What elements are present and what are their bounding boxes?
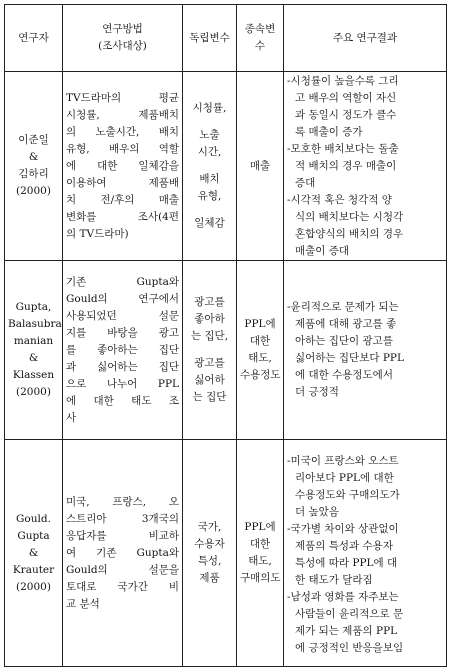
dependent-line: PPL에 [244, 318, 276, 330]
method-line: 에 대한 일체감을 [66, 159, 179, 172]
method-line: 지를 바탕을 광고 [66, 326, 179, 339]
independent-line: 싫어하 [194, 374, 225, 386]
result-line: -윤리적으로 문제가 되는 [287, 301, 399, 313]
result-line: 한 태도가 달라짐 [295, 573, 373, 586]
author-line: 김하리 [18, 168, 49, 180]
header-row [5, 5, 447, 72]
result-line: -시청률이 높을수록 그리 [287, 74, 399, 87]
dependent-line: PPL에 [244, 521, 276, 533]
header-dependent: 종속변수 [237, 5, 284, 72]
independent-line: 는 집단 [192, 391, 227, 403]
independent-line: 는 집단, [190, 330, 229, 342]
method-line: 에 대한 태도 조 [66, 394, 179, 407]
result-line: 더 긍정적 [295, 386, 339, 398]
results-cell [284, 440, 447, 667]
independent-line: 시청률, [192, 102, 227, 114]
independent-variable-cell [183, 72, 237, 261]
results-cell [284, 72, 447, 261]
method-line: Gould의 설문을 [66, 563, 179, 576]
result-line: 수용정도와 구매의도가 [295, 488, 400, 501]
dependent-line: 매출 [249, 159, 271, 172]
independent-line: 수용자 [194, 538, 225, 550]
result-line: -남성과 영화를 자주보는 [287, 590, 399, 603]
method-line: 으로 나누어 PPL [66, 377, 179, 390]
method-line: 의 노출시간, 배치 [66, 125, 179, 138]
method-cell [63, 261, 183, 440]
independent-line: 노출 [199, 129, 220, 141]
result-line: -미국이 프랑스와 오스트 [287, 454, 399, 467]
dependent-line: 구매의도 [240, 572, 281, 584]
method-line: Gould의 연구에서 [66, 292, 179, 305]
result-line: 혼합양식의 배치의 경우 [295, 227, 404, 240]
result-line: 식의 배치보다는 시청각 [295, 210, 404, 223]
result-line: 고 배우의 역할이 자신 [295, 91, 397, 104]
independent-line: 배치 [199, 173, 220, 185]
method-line: 사 [66, 411, 77, 424]
author-line: & [28, 546, 39, 559]
author-line: & [28, 151, 39, 163]
independent-line: 제품 [199, 572, 220, 584]
dependent-line: 태도, [248, 555, 272, 567]
method-line: TV드라마의 평균 [66, 91, 179, 104]
method-line: 여 기존 Gupta와 [66, 546, 179, 559]
result-line: 아하는 집단이 광고를 [295, 335, 393, 347]
result-line: -모호한 배치보다는 돌출 [287, 142, 399, 155]
result-line: 록 매출이 증가 [295, 125, 363, 138]
dependent-line: 대한 [249, 538, 271, 550]
author-line: Balasubra [8, 318, 62, 330]
result-line: -시각적 혹은 청각적 양 [287, 193, 392, 206]
result-line: -국가별 차이와 상관없이 [287, 522, 399, 535]
result-line: 매출이 증대 [295, 244, 350, 257]
method-line: 이용하여 제품배 [66, 176, 179, 189]
header-results: 주요 연구결과 [284, 5, 447, 72]
method-line: 토대로 국가간 비 [66, 580, 179, 593]
author-line: (2000) [16, 386, 51, 398]
method-line: 과 싫어하는 집단 [66, 360, 179, 373]
header-independent: 독립변수 [183, 5, 237, 72]
author-cell [5, 261, 63, 440]
result-line: 에 긍정적인 반응을보임 [295, 641, 404, 654]
independent-line: 국가, [197, 521, 222, 533]
independent-line: 일체감 [194, 217, 225, 229]
method-line: 응답자를 비교하 [66, 529, 179, 542]
result-line: 제품에 대해 광고를 좋 [295, 318, 397, 330]
header-researcher: 연구자 [5, 5, 63, 72]
method-line: 스트리아 3개국의 [66, 512, 179, 525]
author-line: manian [13, 335, 54, 347]
header-method-subtitle: (조사대상) [98, 40, 147, 52]
author-line: Krauter [12, 563, 55, 576]
method-line: 변화를 조사(4편 [66, 210, 179, 223]
author-cell [5, 72, 63, 261]
author-line: Gould. [16, 512, 51, 525]
result-line: 싫어하는 집단보다 PPL [295, 352, 404, 364]
header-method [63, 5, 183, 72]
author-line: (2000) [16, 580, 51, 593]
method-line: 를 좋아하는 집단 [66, 343, 179, 356]
dependent-line: 수용정도 [240, 369, 281, 381]
results-cell [284, 261, 447, 440]
method-line: 의 TV드라마) [66, 227, 129, 240]
table-row [5, 72, 447, 261]
independent-line: 유형, [197, 190, 222, 202]
author-line: Gupta, [15, 301, 52, 313]
result-line: 리아보다 PPL에 대한 [295, 471, 394, 484]
result-line: 에 대한 수용정도에서 [295, 369, 393, 381]
independent-line: 시간, [197, 146, 222, 158]
result-line: 특성에 따라 PPL에 대 [295, 556, 398, 569]
independent-line: 특성, [197, 555, 222, 567]
method-line: 교 분석 [66, 597, 100, 610]
author-line: (2000) [16, 185, 51, 197]
method-line: 시청률, 제품배치 [66, 108, 179, 121]
result-line: 적 배치의 경우 매출이 [295, 159, 397, 172]
table-row [5, 261, 447, 440]
dependent-line: 대한 [249, 335, 271, 347]
result-line: 사람들이 윤리적으로 문 [295, 607, 404, 620]
method-cell [63, 440, 183, 667]
author-line: 이준일 [18, 134, 49, 146]
literature-review-table [4, 4, 447, 667]
independent-variable-cell [183, 440, 237, 667]
method-line: 사용되었던 설문 [66, 309, 179, 322]
author-cell [5, 440, 63, 667]
author-line: Klassen [12, 369, 55, 381]
dependent-variable-cell [237, 440, 284, 667]
independent-line: 좋아하 [194, 313, 225, 325]
method-line: 유형, 배우의 역할 [66, 142, 179, 155]
table-row [5, 440, 447, 667]
header-method-title: 연구방법 [102, 23, 143, 35]
result-line: 더 높았음 [295, 505, 339, 518]
result-line: 증대 [295, 176, 316, 189]
dependent-variable-cell [237, 72, 284, 261]
dependent-line: 태도, [248, 352, 272, 364]
author-line: & [28, 352, 39, 364]
result-line: 과 동일시 정도가 클수 [295, 108, 397, 121]
method-line: 기존 Gupta와 [66, 275, 179, 288]
author-line: Gupta [17, 529, 50, 542]
result-line: 제품의 특성과 수용자 [295, 539, 393, 552]
method-line: 미국, 프랑스, 오 [66, 495, 179, 508]
dependent-variable-cell [237, 261, 284, 440]
independent-variable-cell [183, 261, 237, 440]
result-line: 제가 되는 제품의 PPL [295, 624, 398, 637]
independent-line: 광고를 [194, 296, 225, 308]
method-line: 치 전/후의 매출 [66, 193, 179, 206]
independent-line: 광고를 [194, 357, 225, 369]
method-cell [63, 72, 183, 261]
